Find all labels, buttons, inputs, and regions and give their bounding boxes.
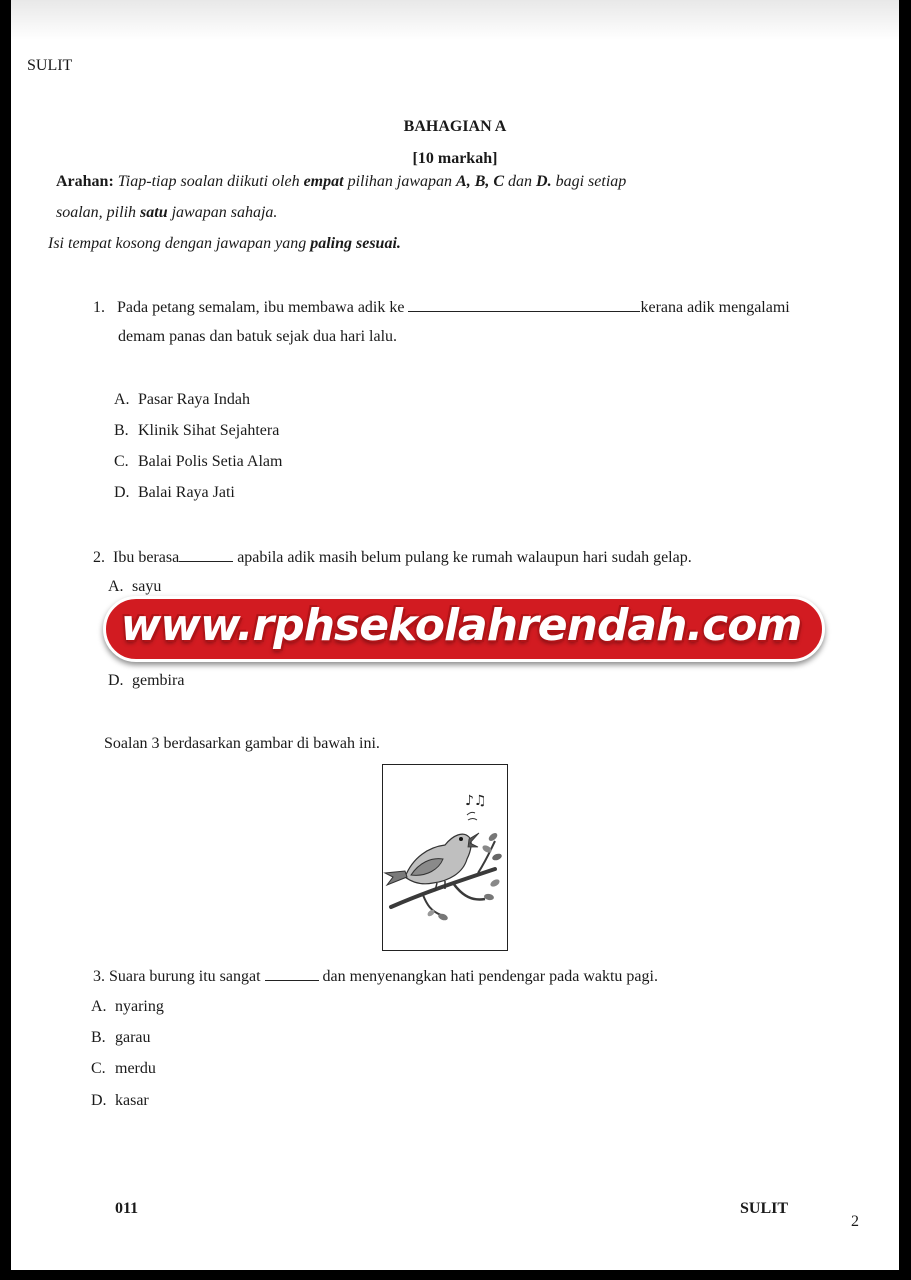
q2-option-d[interactable]: D. gembira (108, 672, 185, 689)
answer-blank[interactable] (265, 966, 319, 981)
section-title: BAHAGIAN A (403, 118, 507, 135)
question-2-line-1: 2. Ibu berasa apabila adik masih belum pulang ke rumah walaupun hari sudah gelap. (93, 549, 692, 566)
bird-picture-frame (382, 764, 508, 951)
q3-option-b[interactable]: B. garau (91, 1029, 151, 1046)
question-3-intro: Soalan 3 berdasarkan gambar di bawah ini. (104, 735, 380, 752)
q1-option-c[interactable]: C. Balai Polis Setia Alam (114, 453, 283, 470)
q2-option-a[interactable]: A. sayu (108, 578, 162, 595)
q1-option-a[interactable]: A. Pasar Raya Indah (114, 391, 250, 408)
q1-option-d[interactable]: D. Balai Raya Jati (114, 484, 235, 501)
section-marks: [10 markah] (412, 150, 498, 167)
page-number: 2 (851, 1213, 859, 1230)
footer-code: 011 (115, 1200, 139, 1217)
instruction-line-1: Arahan: Tiap-tiap soalan diikuti oleh empat pilihan jawapan A, B, C dan D. bagi setiap (56, 173, 627, 190)
answer-blank[interactable] (408, 297, 640, 312)
q3-option-d[interactable]: D. kasar (91, 1092, 149, 1109)
instruction-line-2: soalan, pilih satu jawapan sahaja. (56, 204, 278, 221)
watermark-text: www.rphsekolahrendah.com (120, 600, 802, 651)
q1-option-b[interactable]: B. Klinik Sihat Sejahtera (114, 422, 280, 439)
music-notes-icon: ♪♫ (465, 793, 487, 809)
watermark-banner (103, 586, 819, 664)
answer-blank[interactable] (179, 547, 233, 562)
instruction-line-3: Isi tempat kosong dengan jawapan yang paling sesuai. (48, 235, 401, 252)
header-sulit: SULIT (27, 57, 73, 74)
top-shadow (11, 0, 899, 40)
question-3-line-1: 3. Suara burung itu sangat dan menyenangkan hati pendengar pada waktu pagi. (93, 968, 658, 985)
question-1-line-1: 1. Pada petang semalam, ibu membawa adik ke kerana adik mengalami (93, 299, 790, 316)
q3-option-a[interactable]: A. nyaring (91, 998, 164, 1015)
footer-sulit: SULIT (740, 1200, 789, 1217)
bird-on-branch-icon (383, 765, 507, 950)
exam-page (11, 0, 899, 1270)
q3-option-c[interactable]: C. merdu (91, 1060, 156, 1077)
question-1-line-2: demam panas dan batuk sejak dua hari lalu. (118, 328, 398, 345)
